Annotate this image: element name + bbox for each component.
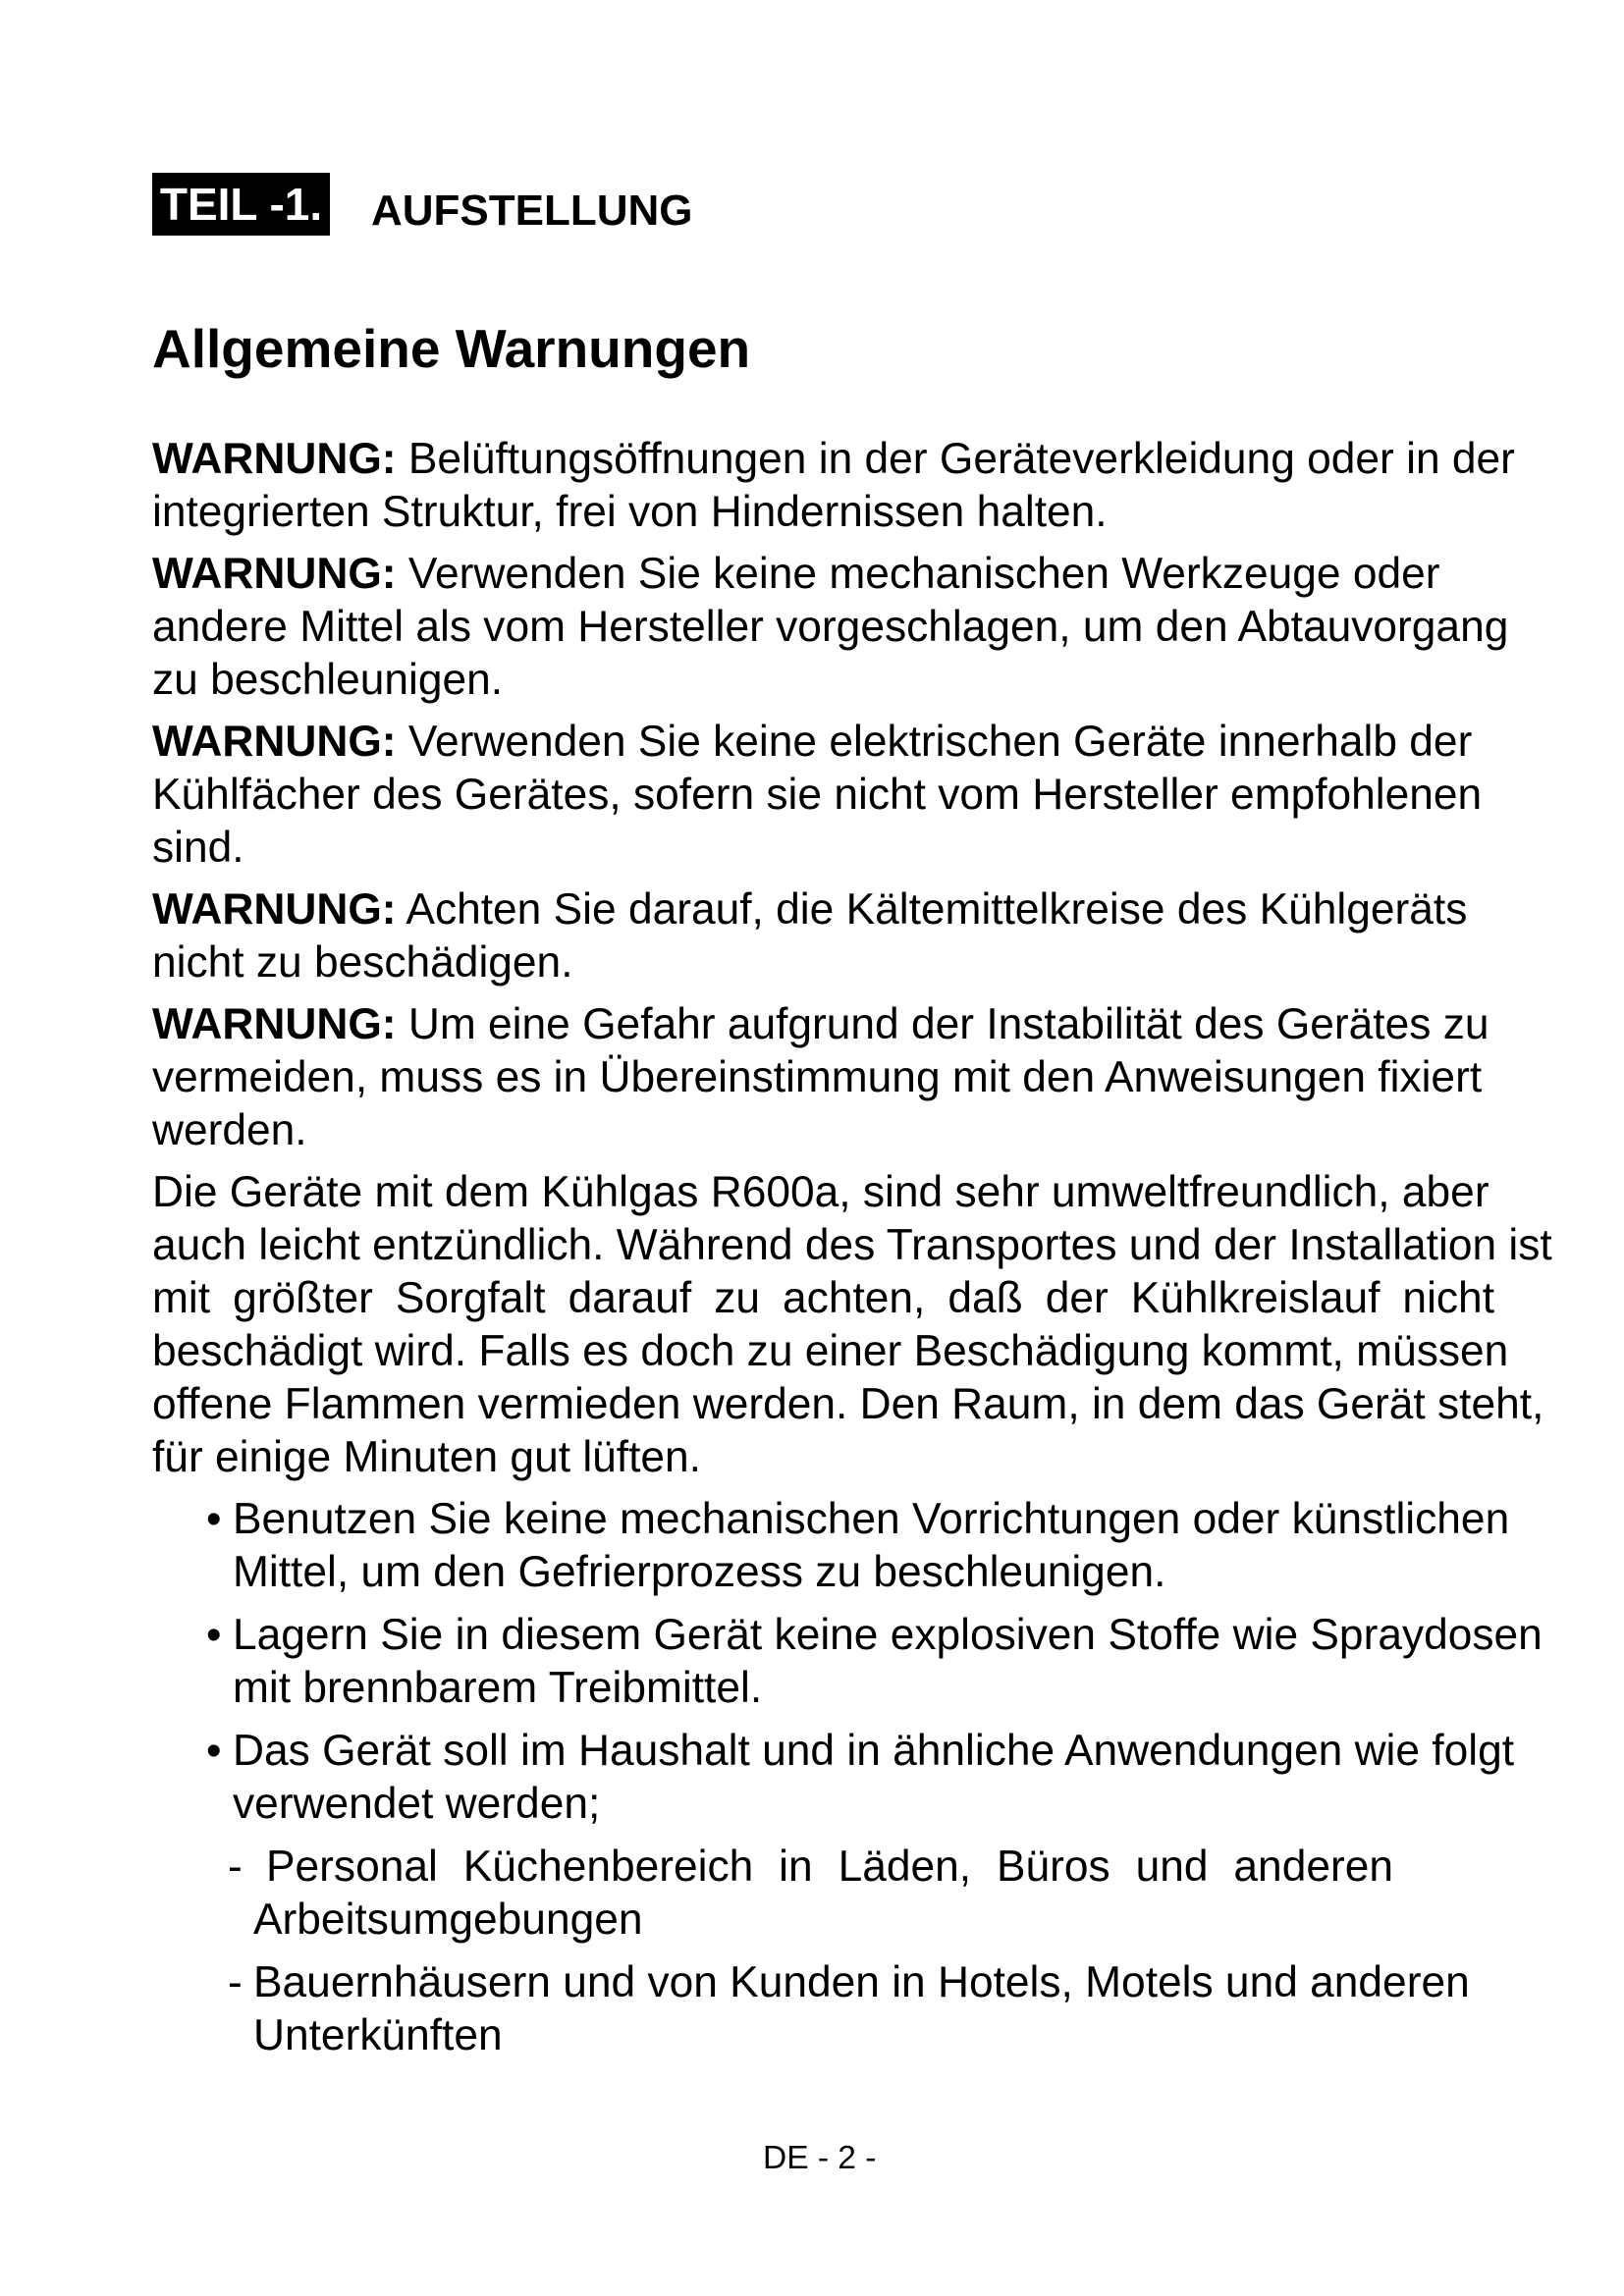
warning-first-line	[152, 716, 1586, 769]
sub-list-item	[152, 1841, 1586, 1947]
dash-marker: -	[228, 1958, 243, 2006]
warning-first-line	[152, 883, 1586, 936]
warning-paragraph	[152, 716, 1586, 875]
warning-label: WARNUNG:	[152, 718, 397, 766]
body-text	[152, 433, 1586, 2072]
warning-text-line: nicht zu beschädigen.	[152, 938, 573, 987]
warning-label: WARNUNG:	[152, 550, 397, 598]
bullet-line: Lagern Sie in diesem Gerät keine explosiven Stoffe wie Spraydosen	[233, 1611, 1543, 1659]
warning-text: Belüftungsöffnungen in der Geräteverkleidung oder in der	[407, 435, 1515, 483]
warning-text-line: andere Mittel als vom Hersteller vorgeschlagen, um den Abtauvorgang	[152, 603, 1509, 651]
warning-text-line: zu beschleunigen.	[152, 656, 504, 704]
warning-text-line: Kühlfächer des Gerätes, sofern sie nicht vom Hersteller empfohlenen	[152, 771, 1483, 819]
warning-paragraph	[152, 433, 1586, 539]
section-badge: TEIL -1.	[152, 173, 330, 236]
bullet-line: Das Gerät soll im Haushalt und in ähnliche Anwendungen wie folgt	[233, 1727, 1515, 1775]
section-title: AUFSTELLUNG	[371, 187, 693, 235]
warning-text: Verwenden Sie keine elektrischen Geräte innerhalb der	[407, 718, 1473, 766]
warning-text-line: integrierten Struktur, frei von Hindernissen halten.	[152, 488, 1108, 536]
bullet-line: mit brennbarem Treibmittel.	[233, 1664, 763, 1712]
paragraph-line: auch leicht entzündlich. Während des Transportes und der Installation ist	[152, 1221, 1552, 1269]
paragraph-line: beschädigt wird. Falls es doch zu einer Beschädigung kommt, müssen	[152, 1327, 1509, 1375]
bullet-marker: •	[206, 1727, 222, 1775]
warning-text: Verwenden Sie keine mechanischen Werkzeuge oder	[407, 550, 1440, 598]
warning-first-line	[152, 433, 1586, 486]
bullet-marker: •	[206, 1495, 222, 1543]
bullet-item	[152, 1493, 1586, 1599]
bullet-line: verwendet werden;	[233, 1780, 601, 1828]
bullet-item	[152, 1609, 1586, 1715]
warning-paragraph	[152, 998, 1586, 1157]
bullet-line: Benutzen Sie keine mechanischen Vorrichtungen oder künstlichen	[233, 1495, 1510, 1543]
warning-label: WARNUNG:	[152, 885, 397, 934]
paragraph-line: für einige Minuten gut lüften.	[152, 1433, 701, 1481]
sub-item-line: Arbeitsumgebungen	[253, 1896, 643, 1944]
warning-label: WARNUNG:	[152, 435, 397, 483]
page-heading: Allgemeine Warnungen	[152, 318, 751, 379]
warning-label: WARNUNG:	[152, 1000, 397, 1048]
warning-text-line: werden.	[152, 1106, 307, 1154]
paragraph-line: Die Geräte mit dem Kühlgas R600a, sind sehr umweltfreundlich, aber	[152, 1168, 1489, 1216]
warning-text-line: sind.	[152, 824, 244, 872]
page-number: DE - 2 -	[763, 2140, 877, 2176]
warning-first-line	[152, 548, 1586, 601]
paragraph-line: offene Flammen vermieden werden. Den Raum, in dem das Gerät steht,	[152, 1380, 1544, 1428]
paragraph-line: mit größter Sorgfalt darauf zu achten, daß der Kühlkreislauf nicht	[152, 1274, 1494, 1322]
sub-item-line: Bauernhäusern und von Kunden in Hotels, Motels und anderen	[253, 1958, 1470, 2006]
bullet-item	[152, 1725, 1586, 1831]
warning-text: Um eine Gefahr aufgrund der Instabilität des Gerätes zu	[407, 1000, 1489, 1048]
dash-marker: -	[228, 1842, 243, 1891]
warning-text-line: vermeiden, muss es in Übereinstimmung mit den Anweisungen fixiert	[152, 1053, 1483, 1101]
warning-paragraph	[152, 883, 1586, 989]
warning-text: Achten Sie darauf, die Kältemittelkreise des Kühlgeräts	[406, 885, 1468, 934]
warning-first-line	[152, 998, 1586, 1051]
sub-item-line: Personal Küchenbereich in Läden, Büros und anderen	[266, 1842, 1393, 1891]
sub-list-item	[152, 1956, 1586, 2062]
bullet-line: Mittel, um den Gefrierprozess zu beschleunigen.	[233, 1548, 1166, 1596]
sub-item-line: Unterkünften	[253, 2011, 503, 2059]
bullet-marker: •	[206, 1611, 222, 1659]
warning-paragraph	[152, 548, 1586, 707]
info-paragraph	[152, 1166, 1586, 1484]
